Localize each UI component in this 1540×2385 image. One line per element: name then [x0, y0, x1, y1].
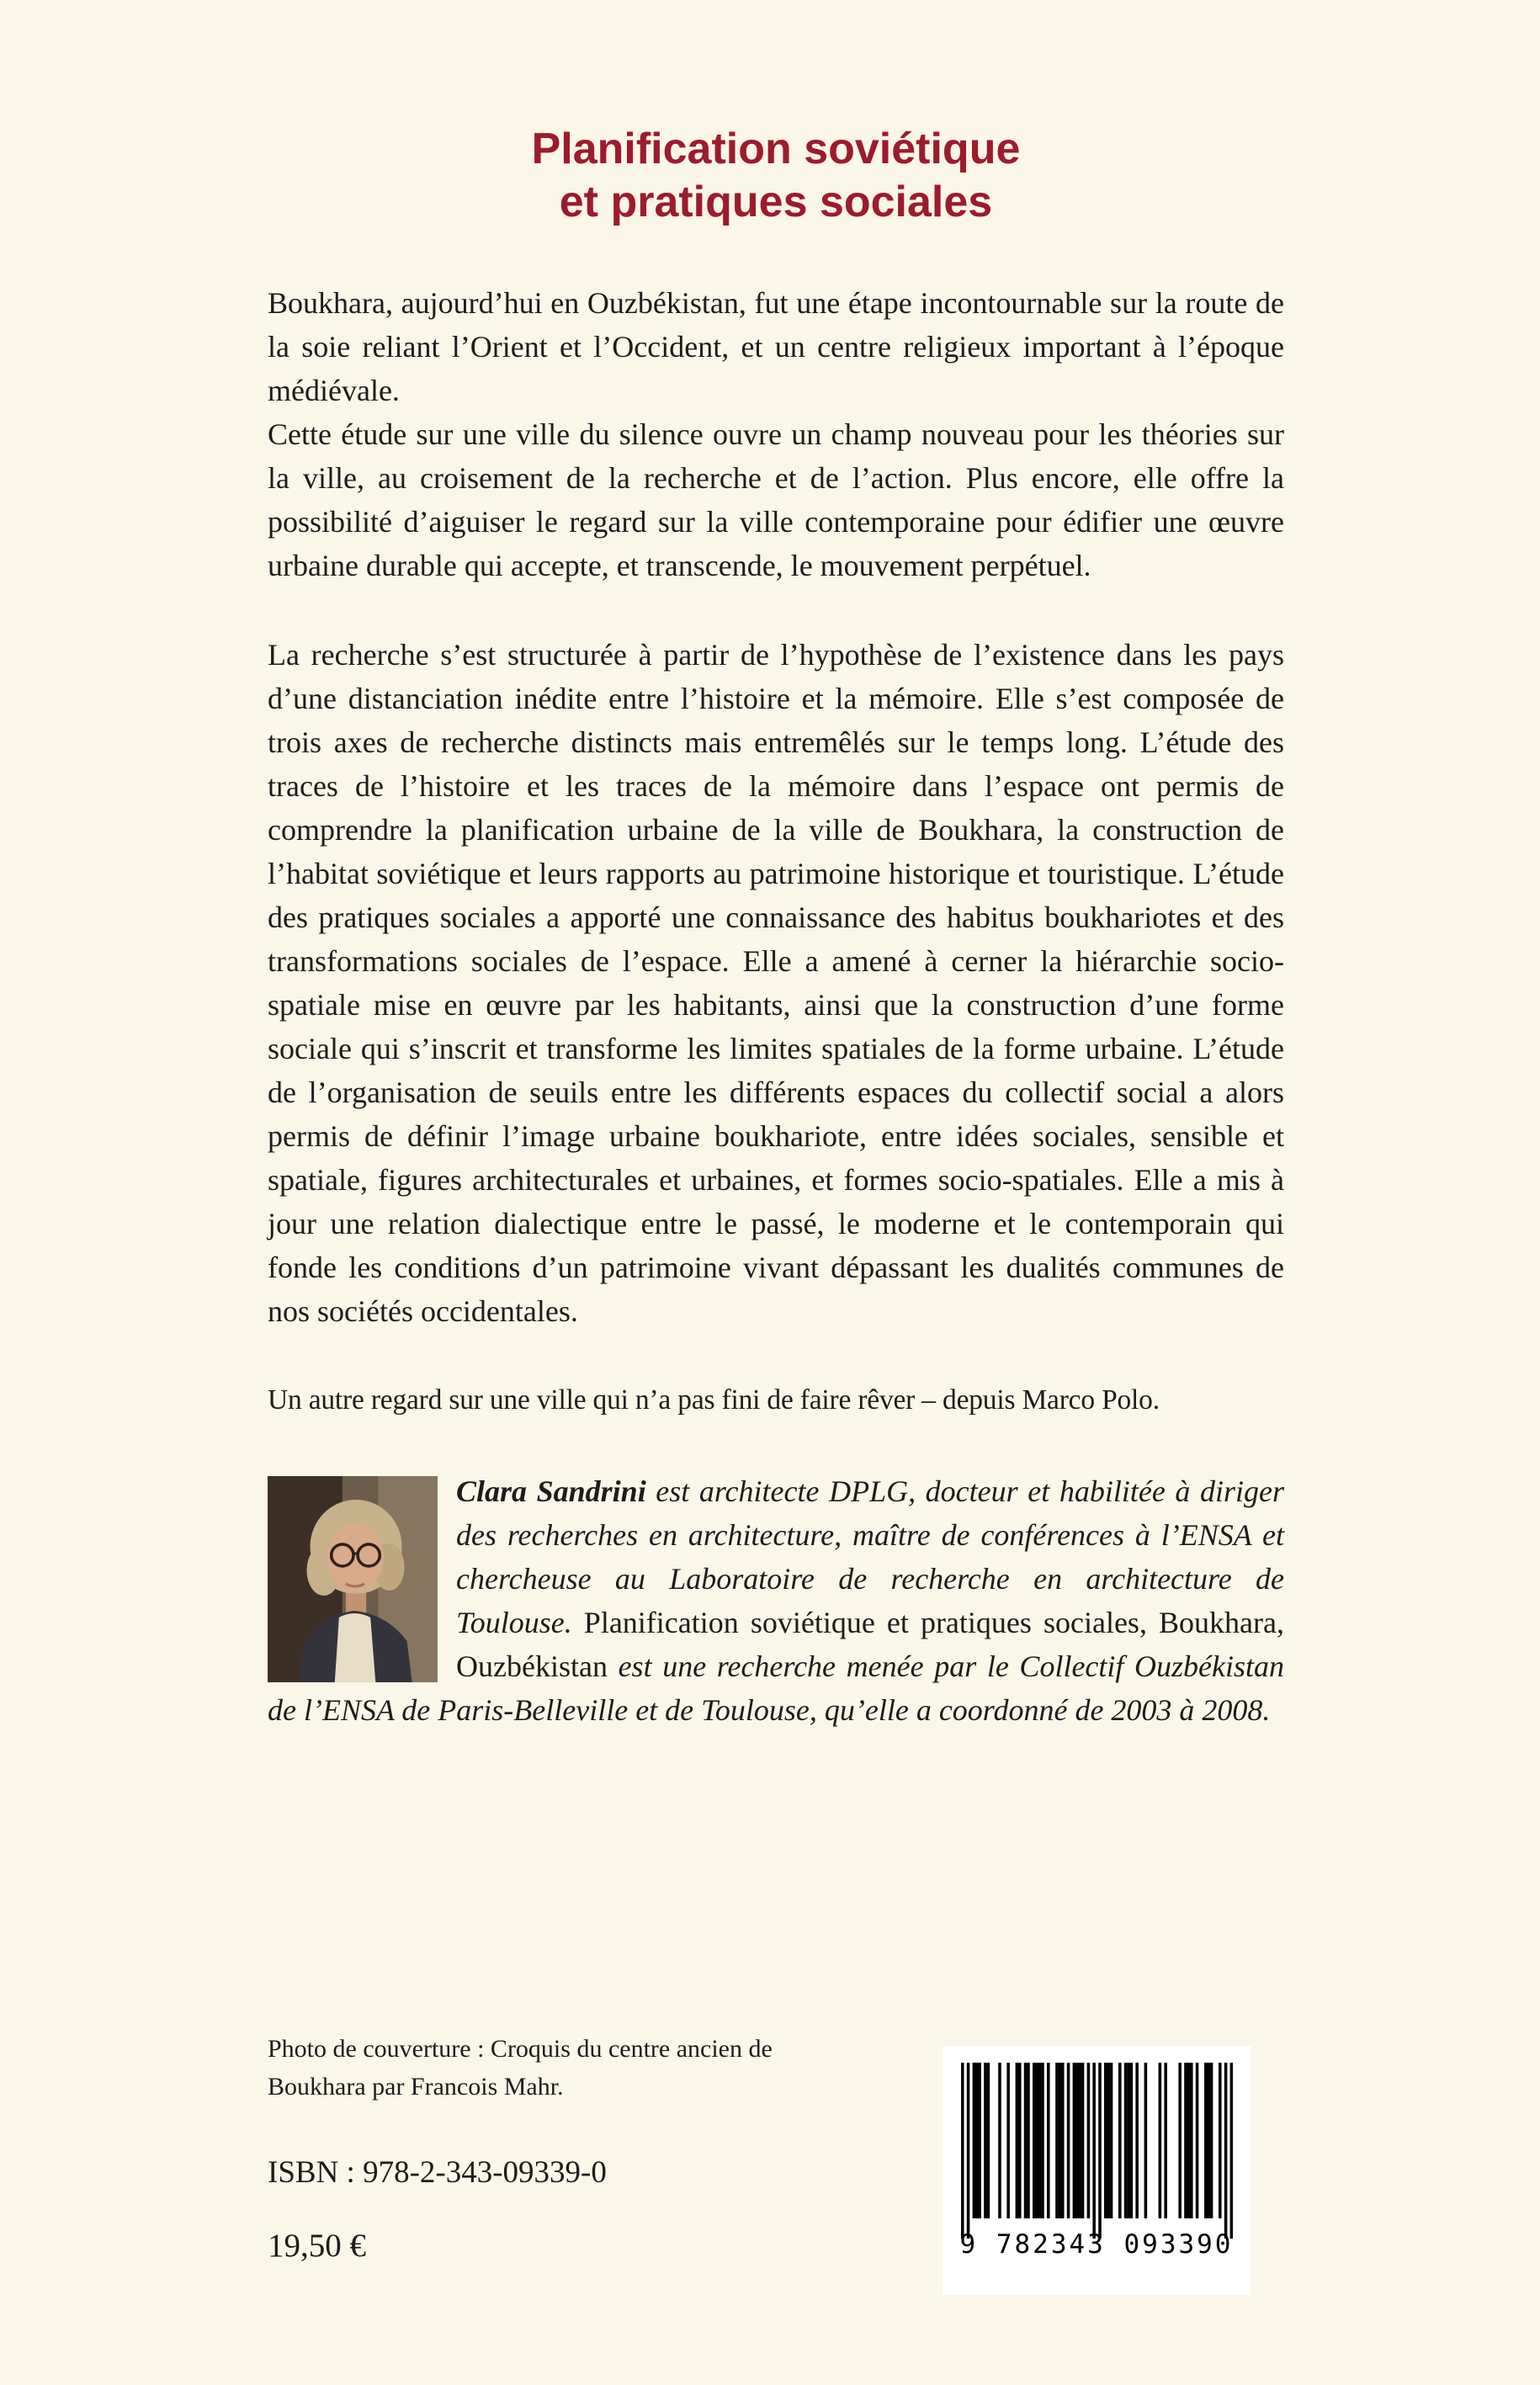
author-portrait-illustration: [268, 1476, 438, 1682]
price: 19,50 €: [268, 2228, 366, 2264]
author-bio-segment-2: est une recherche menée par le Collectif Ouzbékistan de l’ENSA de Paris-Belleville et de Toulouse, qu’elle a coordonné de 2003 à 2008.: [268, 1649, 1285, 1727]
barcode: [943, 2046, 1251, 2295]
book-title-line2: et pratiques sociales: [559, 178, 993, 226]
book-title-inline: Planification soviétique et pratiques sociales, Boukhara, Ouzbékistan: [456, 1606, 1284, 1683]
text-column: [268, 0, 1284, 1732]
barcode-number: 9 782343 093390: [959, 2229, 1234, 2260]
barcode-bars: [961, 2063, 1233, 2243]
book-title-line1: Planification soviétique: [531, 125, 1021, 173]
author-bio-segment-1: est architecte DPLG, docteur et habilitée à diriger des recherches en architecture, maître de conférences à l’ENSA et chercheuse au Laboratoire de recherche en architecture de Toulouse.: [456, 1474, 1284, 1639]
book-title: [268, 123, 1284, 229]
cover-photo-credit: Photo de couverture : Croquis du centre ancien de Boukhara par Francois Mahr.: [268, 2035, 773, 2101]
author-bio: [268, 1469, 1284, 1732]
author-name: Clara Sandrini: [456, 1474, 646, 1508]
synopsis-paragraph-2: Cette étude sur une ville du silence ouvre un champ nouveau pour les théories sur la ville, au croisement de la recherche et de l’action. Plus encore, elle offre la possibilité d’aiguiser le regard sur la ville contemporaine pour édifier une œuvre urbaine durable qui accepte, et transcende, le mouvement perpétuel.: [268, 417, 1284, 582]
author-photo: [268, 1476, 438, 1682]
synopsis-paragraph-1: Boukhara, aujourd’hui en Ouzbékistan, fut une étape incontournable sur la route de la soie reliant l’Orient et l’Occident, et un centre religieux important à l’époque médiévale.: [268, 286, 1284, 407]
tagline: Un autre regard sur une ville qui n’a pas fini de faire rêver – depuis Marco Polo.: [268, 1384, 1160, 1416]
isbn-number: ISBN : 978-2-343-09339-0: [268, 2155, 607, 2190]
synopsis-paragraph-3: La recherche s’est structurée à partir de l’hypothèse de l’existence dans les pays d’une distanciation inédite entre l’histoire et la mémoire. Elle s’est composée de trois axes de recherche distincts mais entremêlés sur le temps long. L’étude des traces de l’histoire et les traces de la mémoire dans l’espace ont permis de comprendre la planification urbaine de la ville de Boukhara, la construction de l’habitat soviétique et leurs rapports au patrimoine historique et touristique. L’étude des pratiques sociales a apporté une connaissance des habitus boukhariotes et des transformations sociales de l’espace. Elle a amené à cerner la hiérarchie socio-spatiale mise en œuvre par les habitants, ainsi que la construction d’une forme sociale qui s’inscrit et transforme les limites spatiales de la forme urbaine. L’étude de l’organisation de seuils entre les différents espaces du collectif social a alors permis de définir l’image urbaine boukhariote, entre idées sociales, sensible et spatiale, figures architecturales et urbaines, et formes socio-spatiales. Elle a mis à jour une relation dialectique entre le passé, le moderne et le contemporain qui fonde les conditions d’un patrimoine vivant dépassant les dualités communes de nos sociétés occidentales.: [268, 638, 1284, 1328]
